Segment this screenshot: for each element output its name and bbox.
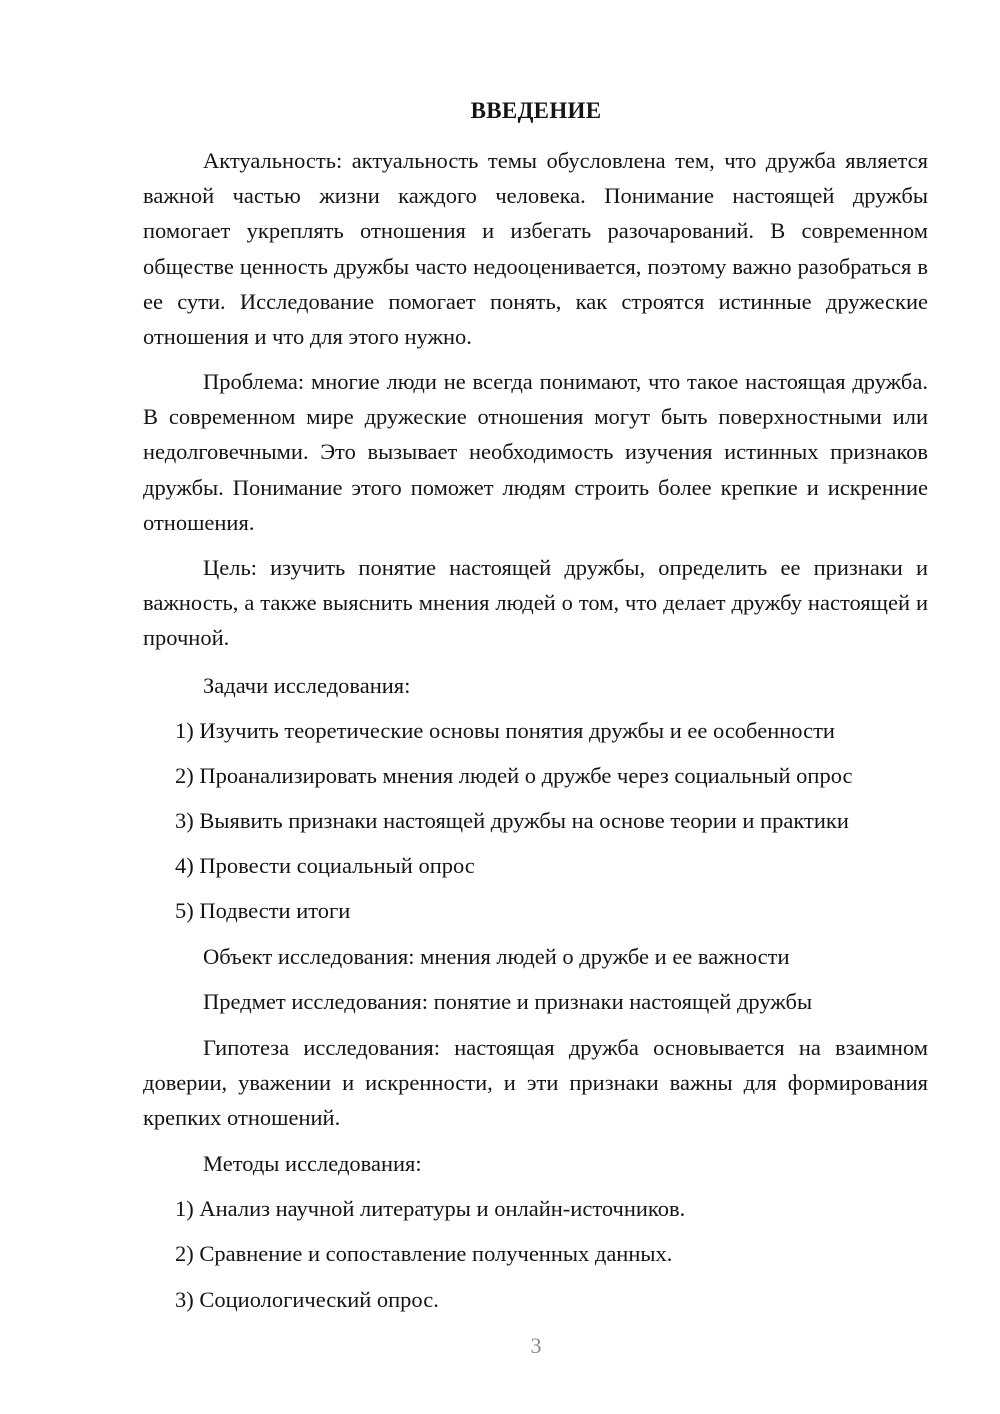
research-subject: Предмет исследования: понятие и признаки настоящей дружбы [203,989,813,1014]
task-item-3: 3) Выявить признаки настоящей дружбы на основе теории и практики [175,808,849,833]
page-title: ВВЕДЕНИЕ [470,98,602,123]
methods-title: Методы исследования: [203,1151,422,1176]
task-item-5: 5) Подвести итоги [175,898,351,923]
goal-paragraph: Цель: изучить понятие настоящей дружбы, определить ее признаки и важность, а также выяснить мнения людей о том, что делает дружбу настоящей и прочной. [143,555,928,651]
task-item-1: 1) Изучить теоретические основы понятия дружбы и ее особенности [175,718,835,743]
method-item-2: 2) Сравнение и сопоставление полученных данных. [175,1241,673,1266]
relevance-paragraph: Актуальность: актуальность темы обусловлена тем, что дружба является важной частью жизни каждого человека. Понимание настоящей дружбы помогает укреплять отношения и избегать разочарований. В современном обществе ценность дружбы часто недооценивается, поэтому важно разобраться в ее сути. Исследование помогает понять, как строятся истинные дружеские отношения и что для этого нужно. [143,148,928,350]
task-item-2: 2) Проанализировать мнения людей о дружбе через социальный опрос [175,763,853,788]
method-item-1: 1) Анализ научной литературы и онлайн-источников. [175,1196,686,1221]
research-object: Объект исследования: мнения людей о дружбе и ее важности [203,944,790,969]
tasks-title: Задачи исследования: [203,673,411,698]
method-item-3: 3) Социологический опрос. [175,1287,439,1312]
task-item-4: 4) Провести социальный опрос [175,853,475,878]
page-number: 3 [530,1333,542,1358]
hypothesis-paragraph: Гипотеза исследования: настоящая дружба основывается на взаимном доверии, уважении и искренности, и эти признаки важны для формирования крепких отношений. [143,1035,928,1131]
problem-paragraph: Проблема: многие люди не всегда понимают, что такое настоящая дружба. В современном мире дружеские отношения могут быть поверхностными или недолговечными. Это вызывает необходимость изучения истинных признаков дружбы. Понимание этого поможет людям строить более крепкие и искренние отношения. [143,369,928,535]
